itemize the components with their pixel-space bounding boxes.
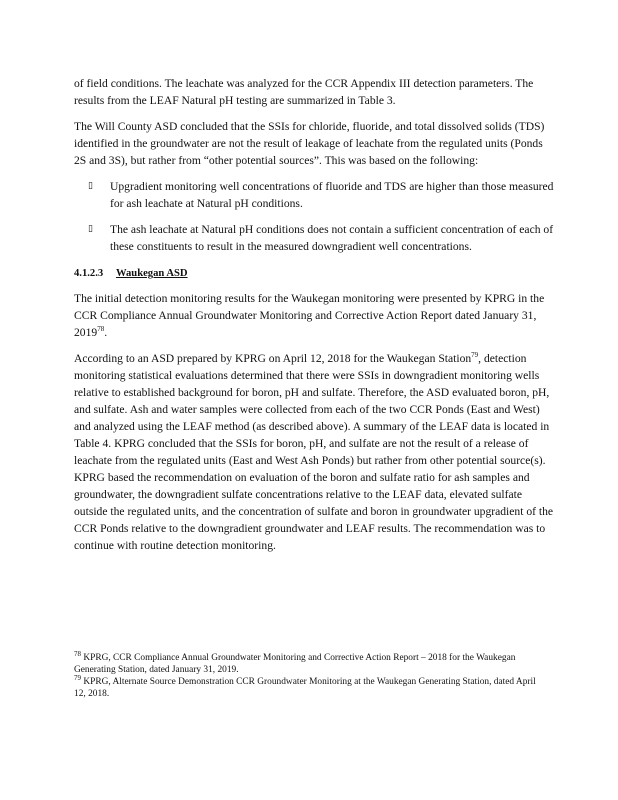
bullet-text: Upgradient monitoring well concentrations of fluoride and TDS are higher than those measured for ash leachate at Natural pH conditions. (110, 180, 554, 210)
paragraph-text-rest: , detection monitoring statistical evaluations determined that there were SSIs in downgradient monitoring wells relative to established background for boron, pH and sulfate. Therefore, the ASD evaluated boron, pH, and sulfate. Ash and water samples were collected from each of the two CCR Ponds (East and West) and analyzed using the LEAF method (as described above). A summary of the LEAF data is located in Table 4. KPRG concluded that the SSIs for boron, pH, and sulfate are not the result of a release of leachate from the regulated units (East and West Ash Ponds) but rather from other potential source(s). KPRG based the recommendation on evaluation of the boron and sulfate ratio for ash samples and groundwater, the downgradient sulfate concentrations relative to the LEAF data, elevated sulfate outside the regulated units, and the concentration of sulfate and boron in groundwater upgradient of the CCR Ponds relative to the downgradient groundwater and LEAF results. The recommendation was to continue with routine detection monitoring. (74, 352, 554, 552)
footnote-mark: 79 (74, 673, 81, 682)
paragraph-leaf-results (74, 75, 554, 109)
footnote-mark: 78 (74, 649, 81, 658)
bullet-item-ash-leachate (88, 221, 554, 255)
paragraph-text: The Will County ASD concluded that the SSIs for chloride, fluoride, and total dissolved solids (TDS) identified in the groundwater are not the result of leakage of leachate from the regulated units (Ponds 2S and 3S), but rather from “other potential sources”. This was based on the following: (74, 120, 545, 167)
footnote-78 (74, 649, 548, 676)
bullet-marker-icon: ▯ (88, 224, 93, 234)
paragraph-will-county-asd (74, 118, 554, 169)
footnote-ref-79: 79 (471, 351, 479, 360)
footnote-text: KPRG, Alternate Source Demonstration CCR Groundwater Monitoring at the Waukegan Generating Station, dated April 12, 2018. (74, 677, 536, 699)
paragraph-text: According to an ASD prepared by KPRG on April 12, 2018 for the Waukegan Station (74, 352, 472, 365)
paragraph-waukegan-asd (74, 350, 554, 554)
paragraph-text: The initial detection monitoring results for the Waukegan monitoring were presented by KPRG in the CCR Compliance Annual Groundwater Monitoring and Corrective Action Report dated January 31, 2019 (74, 292, 545, 339)
footnote-ref-78: 78 (97, 325, 105, 334)
footnotes (74, 649, 548, 700)
footnote-text: KPRG, CCR Compliance Annual Groundwater Monitoring and Corrective Action Report – 2018 for the Waukegan Generating Station, dated January 31, 2019. (74, 653, 516, 675)
footnote-79 (74, 673, 548, 700)
paragraph-initial-detection (74, 290, 554, 341)
paragraph-end: . (104, 326, 108, 339)
section-number: 4.1.2.3 (74, 268, 104, 279)
bullet-marker-icon: ▯ (88, 181, 93, 191)
bullet-item-upgradient (88, 178, 554, 212)
section-heading (74, 267, 188, 281)
section-title: Waukegan ASD (116, 268, 188, 279)
bullet-text: The ash leachate at Natural pH conditions does not contain a sufficient concentration of each of these constituents to result in the measured downgradient well concentrations. (110, 223, 554, 253)
paragraph-text: of field conditions. The leachate was analyzed for the CCR Appendix III detection parameters. The results from the LEAF Natural pH testing are summarized in Table 3. (74, 77, 534, 107)
